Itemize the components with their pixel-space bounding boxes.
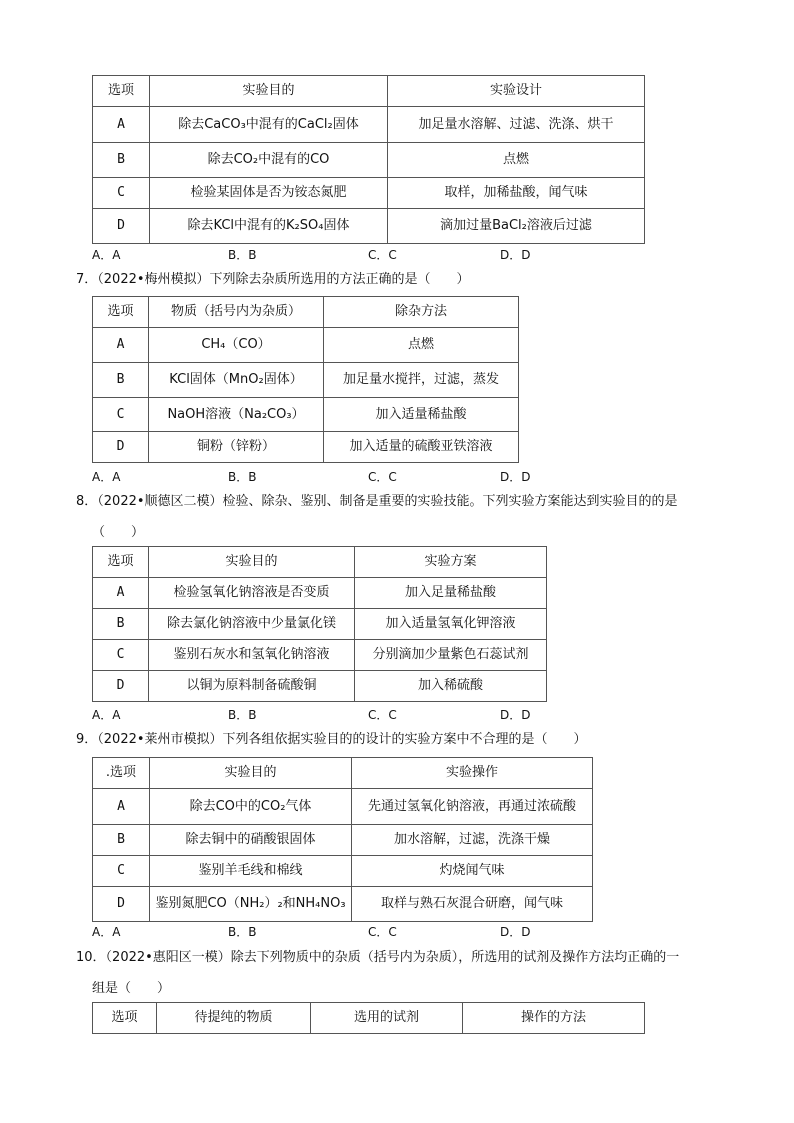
- header-cell: 实验目的: [150, 76, 388, 107]
- table-row: [93, 432, 519, 463]
- method-cell: 点燃: [324, 328, 519, 363]
- option-cell: D: [93, 209, 150, 244]
- goal-cell: 除去CO中的CO₂气体: [150, 789, 352, 825]
- table-row: [93, 328, 519, 363]
- header-cell: 实验目的: [149, 547, 355, 578]
- header-cell: 选用的试剂: [311, 1003, 463, 1034]
- table-row: [93, 640, 547, 671]
- goal-cell: 鉴别羊毛线和棉线: [150, 856, 352, 887]
- method-cell: 加入适量稀盐酸: [324, 398, 519, 432]
- header-cell: 操作的方法: [463, 1003, 645, 1034]
- operation-cell: 先通过氢氧化钠溶液，再通过浓硫酸: [352, 789, 593, 825]
- header-cell: 实验操作: [352, 758, 593, 789]
- q10-stem-cont: 组是（ ）: [92, 981, 171, 996]
- goal-cell: 除去氯化钠溶液中少量氯化镁: [149, 609, 355, 640]
- table-row: [93, 578, 547, 609]
- choice-d[interactable]: D．D: [500, 708, 531, 722]
- choice-b[interactable]: B．B: [228, 925, 257, 939]
- choice-a[interactable]: A．A: [92, 925, 121, 939]
- design-cell: 加足量水溶解、过滤、洗涤、烘干: [388, 107, 645, 143]
- q10-table: [92, 1002, 645, 1034]
- option-cell: A: [93, 789, 150, 825]
- header-cell: 实验目的: [150, 758, 352, 789]
- option-cell: A: [93, 328, 149, 363]
- option-cell: B: [93, 143, 150, 178]
- choice-d[interactable]: D．D: [500, 470, 531, 484]
- option-cell: B: [93, 609, 149, 640]
- plan-cell: 分别滴加少量紫色石蕊试剂: [355, 640, 547, 671]
- table-header-row: [93, 547, 547, 578]
- q10-stem: 10．（2022•惠阳区一模）除去下列物质中的杂质（括号内为杂质），所选用的试剂及操作方法均正确的一: [76, 950, 680, 965]
- table-header-row: [93, 758, 593, 789]
- option-cell: B: [93, 363, 149, 398]
- option-cell: B: [93, 825, 150, 856]
- goal-cell: 鉴别石灰水和氢氧化钠溶液: [149, 640, 355, 671]
- table-row: [93, 887, 593, 922]
- substance-cell: KCl固体（MnO₂固体）: [149, 363, 324, 398]
- table-row: [93, 856, 593, 887]
- option-cell: C: [93, 640, 149, 671]
- option-cell: C: [93, 178, 150, 209]
- choice-c[interactable]: C．C: [368, 470, 397, 484]
- q9-stem: 9．（2022•莱州市模拟）下列各组依据实验目的的设计的实验方案中不合理的是（ ）: [76, 732, 587, 747]
- goal-cell: 检验某固体是否为铵态氮肥: [150, 178, 388, 209]
- q7-answer-choices: [92, 468, 652, 486]
- choice-b[interactable]: B．B: [228, 708, 257, 722]
- q9-answer-choices: [92, 923, 652, 941]
- option-cell: D: [93, 887, 150, 922]
- table-row: [93, 825, 593, 856]
- table-row: [93, 363, 519, 398]
- table-row: [93, 789, 593, 825]
- choice-c[interactable]: C．C: [368, 925, 397, 939]
- option-cell: D: [93, 671, 149, 702]
- goal-cell: 除去CaCO₃中混有的CaCl₂固体: [150, 107, 388, 143]
- header-cell: 实验设计: [388, 76, 645, 107]
- goal-cell: 除去CO₂中混有的CO: [150, 143, 388, 178]
- q9-table: [92, 757, 593, 922]
- q7-table: [92, 296, 519, 463]
- method-cell: 加入适量的硫酸亚铁溶液: [324, 432, 519, 463]
- q6-table: [92, 75, 645, 244]
- choice-a[interactable]: A．A: [92, 470, 121, 484]
- q8-stem-cont: （ ）: [92, 525, 145, 540]
- choice-a[interactable]: A．A: [92, 708, 121, 722]
- header-cell: 除杂方法: [324, 297, 519, 328]
- header-cell: 选项: [93, 76, 150, 107]
- plan-cell: 加入适量氢氧化钾溶液: [355, 609, 547, 640]
- design-cell: 点燃: [388, 143, 645, 178]
- table-row: [93, 209, 645, 244]
- choice-c[interactable]: C．C: [368, 708, 397, 722]
- table-row: [93, 143, 645, 178]
- header-cell: 选项: [93, 1003, 157, 1034]
- q8-table: [92, 546, 547, 702]
- plan-cell: 加入足量稀盐酸: [355, 578, 547, 609]
- table-row: [93, 398, 519, 432]
- table-row: [93, 178, 645, 209]
- substance-cell: 铜粉（锌粉）: [149, 432, 324, 463]
- choice-b[interactable]: B．B: [228, 248, 257, 262]
- choice-c[interactable]: C．C: [368, 248, 397, 262]
- goal-cell: 除去KCl中混有的K₂SO₄固体: [150, 209, 388, 244]
- header-cell: 选项: [93, 547, 149, 578]
- design-cell: 滴加过量BaCl₂溶液后过滤: [388, 209, 645, 244]
- table-header-row: [93, 1003, 645, 1034]
- choice-a[interactable]: A．A: [92, 248, 121, 262]
- table-row: [93, 671, 547, 702]
- goal-cell: 除去铜中的硝酸银固体: [150, 825, 352, 856]
- goal-cell: 鉴别氮肥CO（NH₂）₂和NH₄NO₃: [150, 887, 352, 922]
- header-cell: 实验方案: [355, 547, 547, 578]
- header-cell: .选项: [93, 758, 150, 789]
- table-header-row: [93, 297, 519, 328]
- choice-b[interactable]: B．B: [228, 470, 257, 484]
- choice-d[interactable]: D．D: [500, 248, 531, 262]
- method-cell: 加足量水搅拌，过滤，蒸发: [324, 363, 519, 398]
- choice-d[interactable]: D．D: [500, 925, 531, 939]
- operation-cell: 灼烧闻气味: [352, 856, 593, 887]
- plan-cell: 加入稀硫酸: [355, 671, 547, 702]
- goal-cell: 以铜为原料制备硫酸铜: [149, 671, 355, 702]
- header-cell: 待提纯的物质: [157, 1003, 311, 1034]
- q7-stem: 7．（2022•梅州模拟）下列除去杂质所选用的方法正确的是（ ）: [76, 272, 470, 287]
- design-cell: 取样，加稀盐酸，闻气味: [388, 178, 645, 209]
- operation-cell: 加水溶解，过滤，洗涤干燥: [352, 825, 593, 856]
- option-cell: C: [93, 856, 150, 887]
- header-cell: 选项: [93, 297, 149, 328]
- substance-cell: NaOH溶液（Na₂CO₃）: [149, 398, 324, 432]
- goal-cell: 检验氢氧化钠溶液是否变质: [149, 578, 355, 609]
- q6-answer-choices: [92, 246, 652, 264]
- substance-cell: CH₄（CO）: [149, 328, 324, 363]
- table-row: [93, 609, 547, 640]
- operation-cell: 取样与熟石灰混合研磨，闻气味: [352, 887, 593, 922]
- table-header-row: [93, 76, 645, 107]
- q8-answer-choices: [92, 706, 652, 724]
- option-cell: C: [93, 398, 149, 432]
- table-row: [93, 107, 645, 143]
- option-cell: A: [93, 578, 149, 609]
- option-cell: A: [93, 107, 150, 143]
- header-cell: 物质（括号内为杂质）: [149, 297, 324, 328]
- option-cell: D: [93, 432, 149, 463]
- q8-stem: 8．（2022•顺德区二模）检验、除杂、鉴别、制备是重要的实验技能。下列实验方案能达到实验目的的是: [76, 494, 678, 509]
